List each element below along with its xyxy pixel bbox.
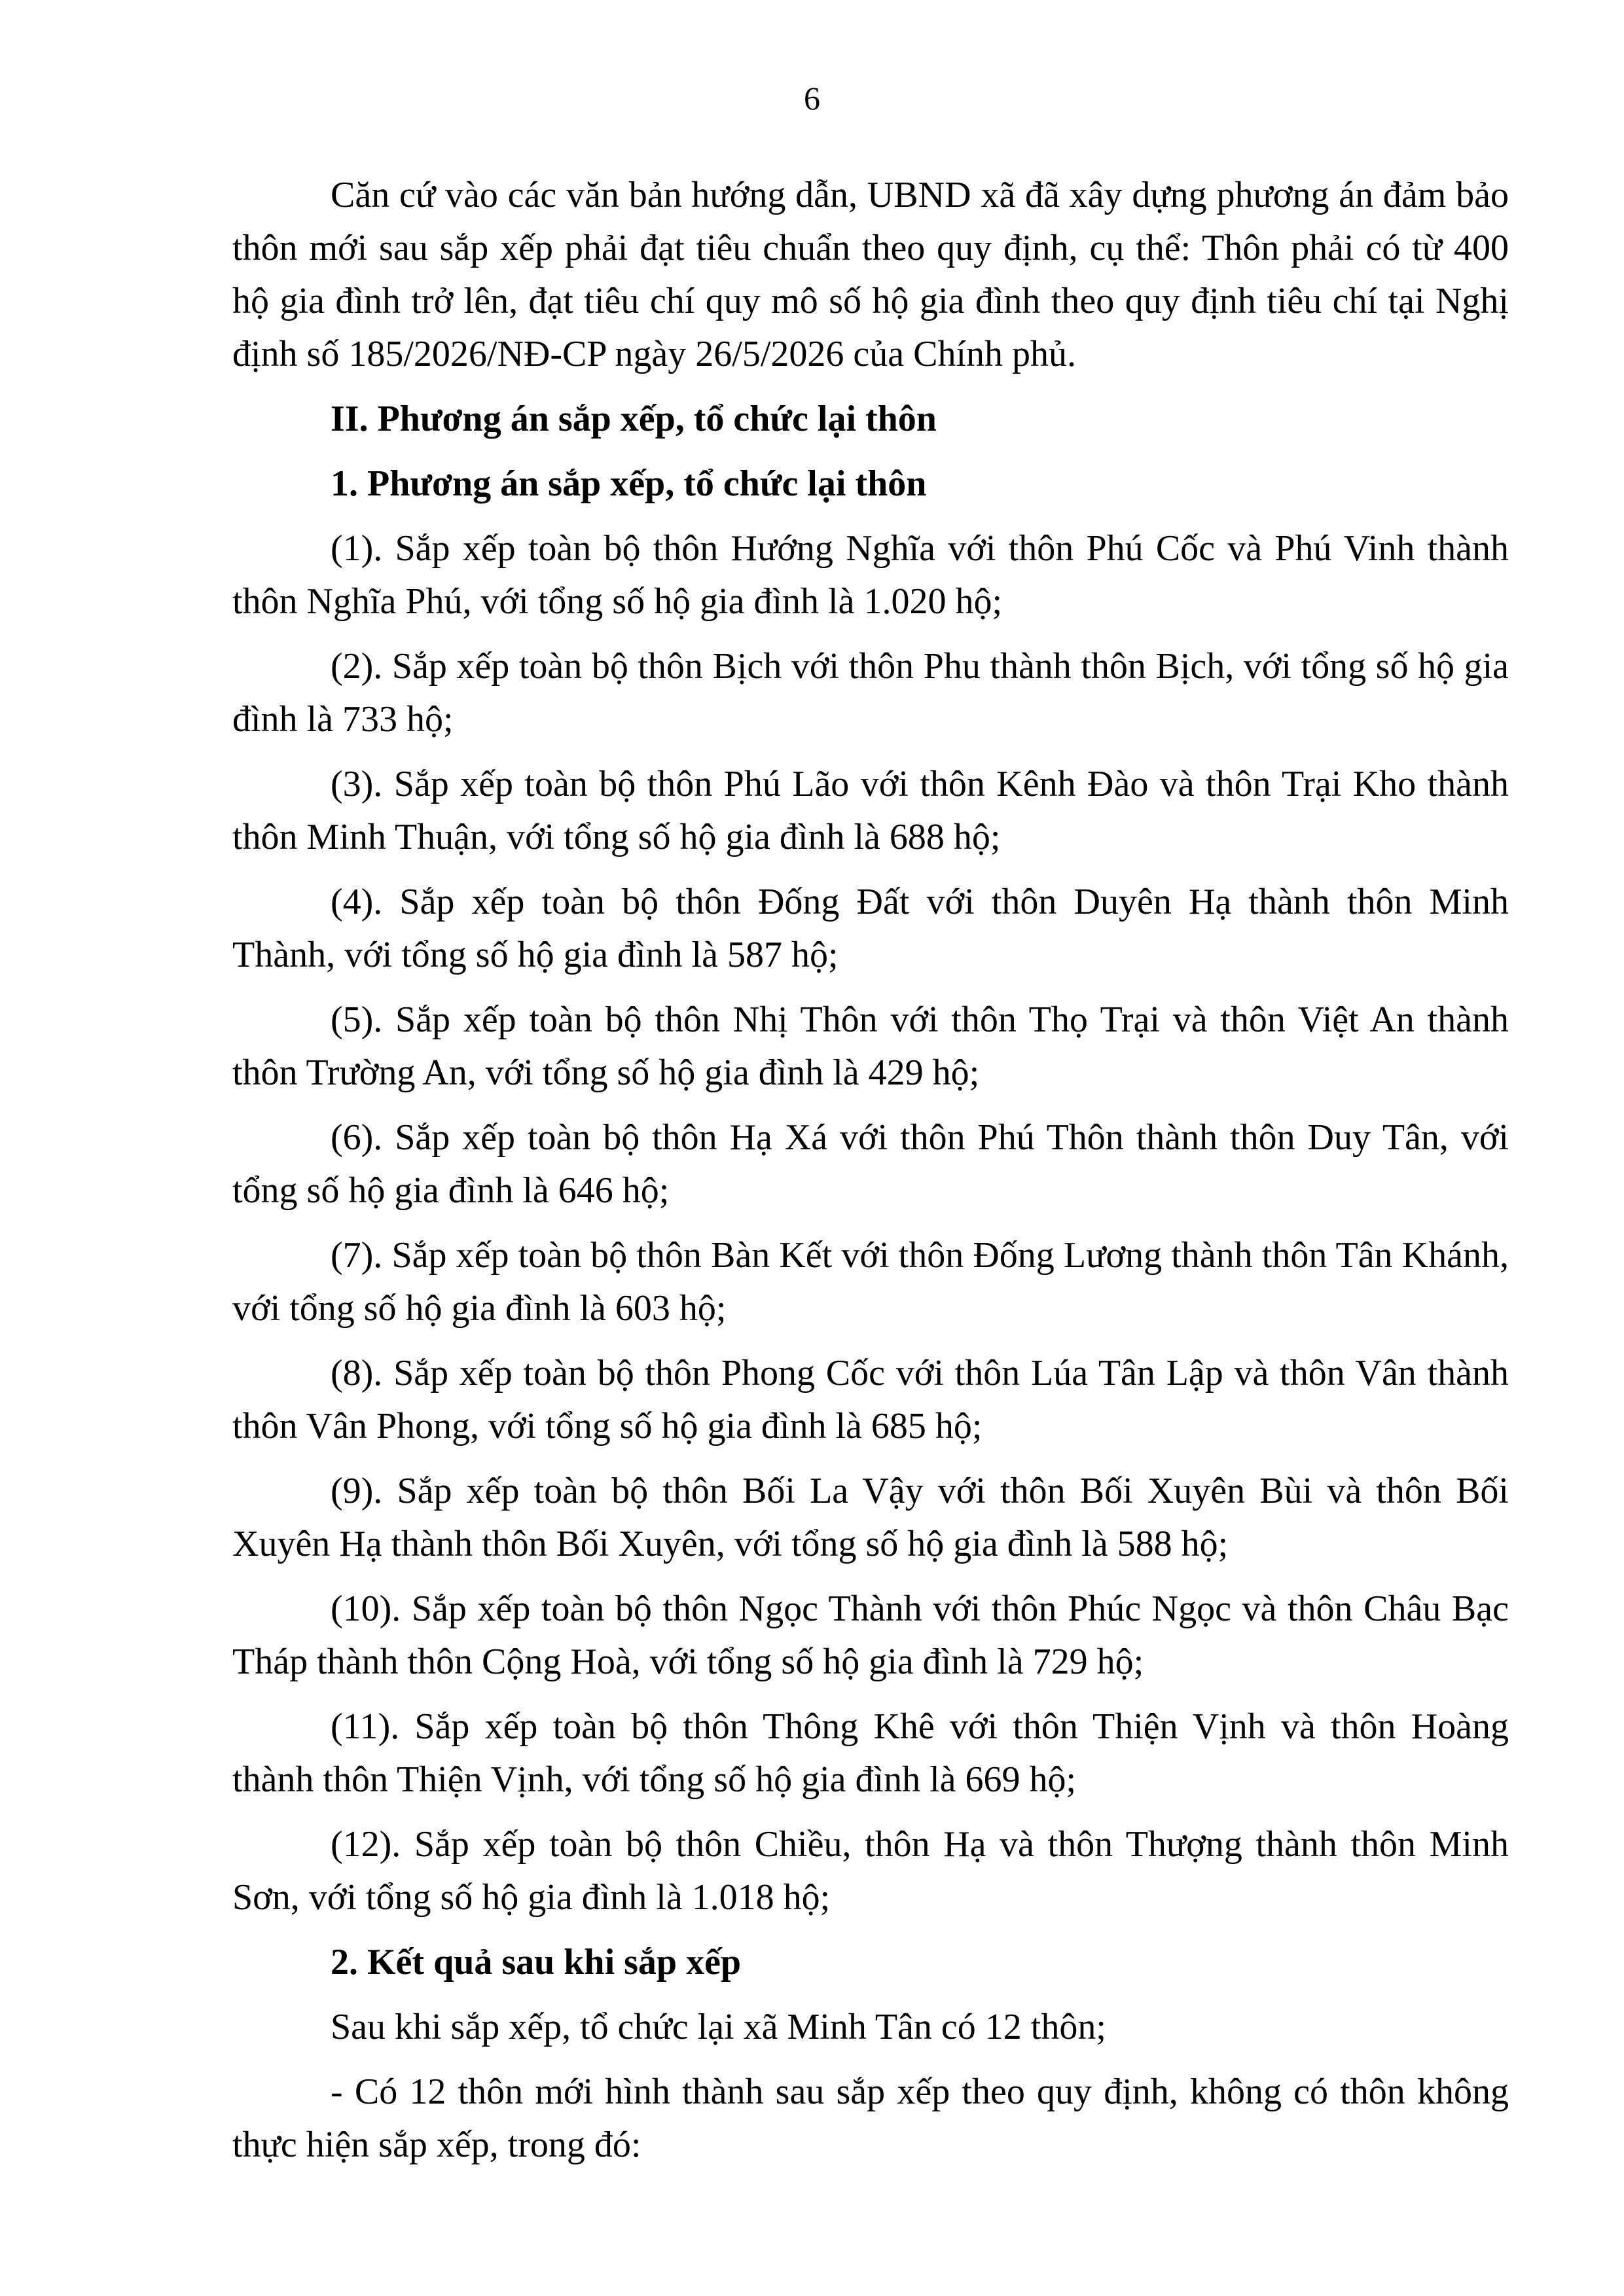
document-body bbox=[232, 169, 1509, 2183]
subsection-1-heading: 1. Phương án sắp xếp, tổ chức lại thôn bbox=[331, 463, 927, 504]
list-item: (7). Sắp xếp toàn bộ thôn Bàn Kết với thôn Đống Lương thành thôn Tân Khánh, với tổng số hộ gia đình là 603 hộ; bbox=[232, 1235, 1509, 1329]
arrangement-list bbox=[232, 522, 1509, 1924]
list-item: (12). Sắp xếp toàn bộ thôn Chiều, thôn Hạ và thôn Thượng thành thôn Minh Sơn, với tổng số hộ gia đình là 1.018 hộ; bbox=[232, 1824, 1509, 1918]
subsection-2-heading: 2. Kết quả sau khi sắp xếp bbox=[331, 1942, 742, 1982]
result-paragraph-1: Sau khi sắp xếp, tổ chức lại xã Minh Tân có 12 thôn; bbox=[331, 2007, 1106, 2047]
list-item: (11). Sắp xếp toàn bộ thôn Thông Khê với thôn Thiện Vịnh và thôn Hoàng thành thôn Thiện Vịnh, với tổng số hộ gia đình là 669 hộ; bbox=[232, 1706, 1509, 1800]
section-heading: II. Phương án sắp xếp, tổ chức lại thôn bbox=[331, 399, 937, 439]
list-item: (4). Sắp xếp toàn bộ thôn Đống Đất với thôn Duyên Hạ thành thôn Minh Thành, với tổng số hộ gia đình là 587 hộ; bbox=[232, 882, 1509, 975]
list-item: (6). Sắp xếp toàn bộ thôn Hạ Xá với thôn Phú Thôn thành thôn Duy Tân, với tổng số hộ gia đình là 646 hộ; bbox=[232, 1117, 1509, 1211]
list-item: (5). Sắp xếp toàn bộ thôn Nhị Thôn với thôn Thọ Trại và thôn Việt An thành thôn Trường An, với tổng số hộ gia đình là 429 hộ; bbox=[232, 999, 1509, 1093]
list-item: (1). Sắp xếp toàn bộ thôn Hướng Nghĩa với thôn Phú Cốc và Phú Vinh thành thôn Nghĩa Phú, với tổng số hộ gia đình là 1.020 hộ; bbox=[232, 528, 1509, 622]
result-paragraph-2: - Có 12 thôn mới hình thành sau sắp xếp theo quy định, không có thôn không thực hiện sắp xếp, trong đó: bbox=[232, 2072, 1509, 2165]
intro-paragraph: Căn cứ vào các văn bản hướng dẫn, UBND xã đã xây dựng phương án đảm bảo thôn mới sau sắp xếp phải đạt tiêu chuẩn theo quy định, cụ thể: Thôn phải có từ 400 hộ gia đình trở lên, đạt tiêu chí quy mô số hộ gia đình theo quy định tiêu chí tại Nghị định số 185/2026/NĐ-CP ngày 26/5/2026 của Chính phủ. bbox=[232, 175, 1509, 374]
list-item: (8). Sắp xếp toàn bộ thôn Phong Cốc với thôn Lúa Tân Lập và thôn Vân thành thôn Vân Phong, với tổng số hộ gia đình là 685 hộ; bbox=[232, 1353, 1509, 1446]
list-item: (2). Sắp xếp toàn bộ thôn Bịch với thôn Phu thành thôn Bịch, với tổng số hộ gia đình là 733 hộ; bbox=[232, 646, 1509, 740]
list-item: (3). Sắp xếp toàn bộ thôn Phú Lão với thôn Kênh Đào và thôn Trại Kho thành thôn Minh Thuận, với tổng số hộ gia đình là 688 hộ; bbox=[232, 764, 1509, 857]
page-number: 6 bbox=[804, 80, 820, 117]
list-item: (9). Sắp xếp toàn bộ thôn Bối La Vậy với thôn Bối Xuyên Bùi và thôn Bối Xuyên Hạ thành thôn Bối Xuyên, với tổng số hộ gia đình là 588 hộ; bbox=[232, 1471, 1509, 1564]
list-item: (10). Sắp xếp toàn bộ thôn Ngọc Thành với thôn Phúc Ngọc và thôn Châu Bạc Tháp thành thôn Cộng Hoà, với tổng số hộ gia đình là 729 hộ; bbox=[232, 1588, 1509, 1682]
